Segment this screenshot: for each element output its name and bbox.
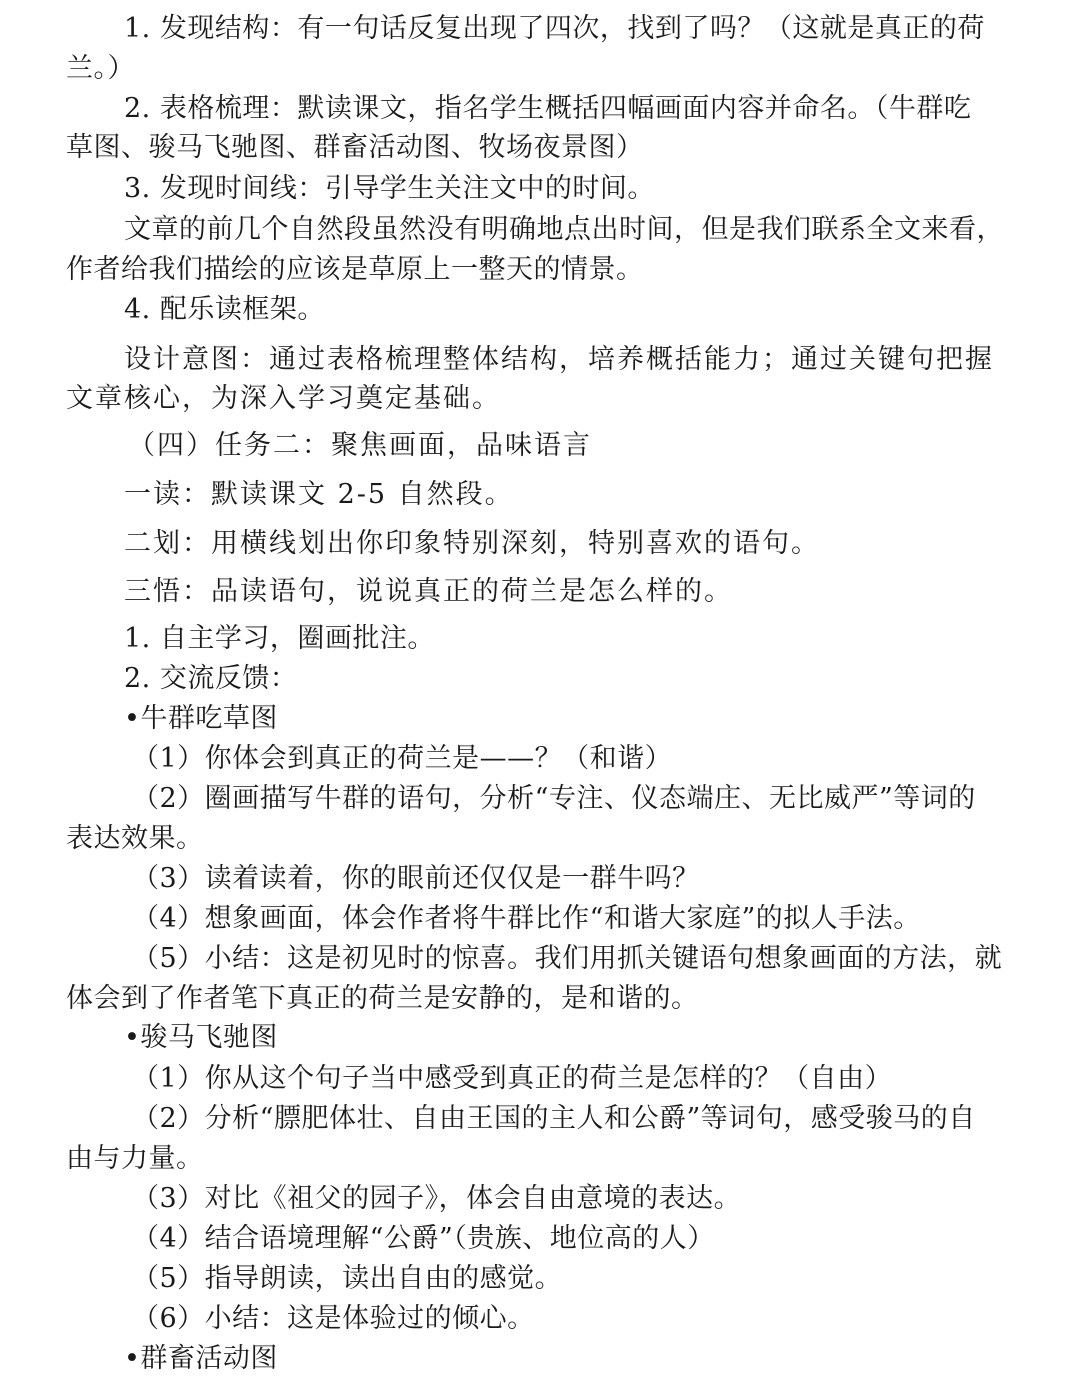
text-line: （6）小结：这是体验过的倾心。	[132, 1303, 535, 1334]
text-line: （4）结合语境理解“公爵”（贵族、地位高的人）	[132, 1223, 715, 1254]
text-line: 兰。）	[66, 53, 135, 84]
text-line: 一读：默读课文 2-5 自然段。	[124, 479, 514, 510]
text-line: 2. 表格梳理：默读课文，指名学生概括四幅画面内容并命名。（牛群吃	[124, 93, 972, 124]
text-line: 由与力量。	[66, 1143, 204, 1174]
text-line: （1）你从这个句子当中感受到真正的荷兰是怎样的？（自由）	[132, 1063, 893, 1094]
text-line: 三悟：品读语句，说说真正的荷兰是怎么样的。	[124, 576, 733, 607]
text-line: （3）读着读着，你的眼前还仅仅是一群牛吗？	[132, 863, 700, 894]
text-line: 2. 交流反馈：	[124, 663, 298, 694]
text-line: （3）对比《祖父的园子》，体会自由意境的表达。	[132, 1183, 742, 1214]
section-heading: （四）任务二：聚焦画面，品味语言	[128, 430, 592, 461]
subsection-bullet: •牛群吃草图	[124, 703, 278, 734]
text-line: 1. 发现结构：有一句话反复出现了四次，找到了吗？（这就是真正的荷	[124, 13, 985, 44]
text-line: （4）想象画面，体会作者将牛群比作“和谐大家庭”的拟人手法。	[132, 903, 921, 934]
text-line: （1）你体会到真正的荷兰是——？（和谐）	[132, 743, 673, 774]
design-intent-line: 文章核心，为深入学习奠定基础。	[66, 383, 501, 414]
text-line: 文章的前几个自然段虽然没有明确地点出时间，但是我们联系全文来看，	[124, 214, 1004, 245]
text-line: （2）分析“膘肥体壮、自由王国的主人和公爵”等词句，感受骏马的自	[132, 1103, 976, 1134]
text-line: 体会到了作者笔下真正的荷兰是安静的，是和谐的。	[66, 983, 699, 1014]
text-line: 作者给我们描绘的应该是草原上一整天的情景。	[66, 254, 644, 285]
text-line: 4. 配乐读框架。	[124, 294, 325, 325]
subsection-bullet: •骏马飞驰图	[124, 1022, 278, 1053]
text-line: （2）圈画描写牛群的语句，分析“专注、仪态端庄、无比威严”等词的	[132, 783, 976, 814]
design-intent-line: 设计意图：通过表格梳理整体结构，培养概括能力；通过关键句把握	[124, 344, 994, 375]
text-line: 表达效果。	[66, 823, 204, 854]
text-line: （5）小结：这是初见时的惊喜。我们用抓关键语句想象画面的方法，就	[132, 943, 1003, 974]
text-line: 二划：用横线划出你印象特别深刻，特别喜欢的语句。	[124, 528, 820, 559]
subsection-bullet: •群畜活动图	[124, 1343, 278, 1374]
text-line: （5）指导朗读，读出自由的感觉。	[132, 1263, 563, 1294]
text-line: 3. 发现时间线：引导学生关注文中的时间。	[124, 173, 655, 204]
text-line: 草图、骏马飞驰图、群畜活动图、牧场夜景图）	[66, 132, 644, 163]
text-line: 1. 自主学习，圈画批注。	[124, 623, 435, 654]
